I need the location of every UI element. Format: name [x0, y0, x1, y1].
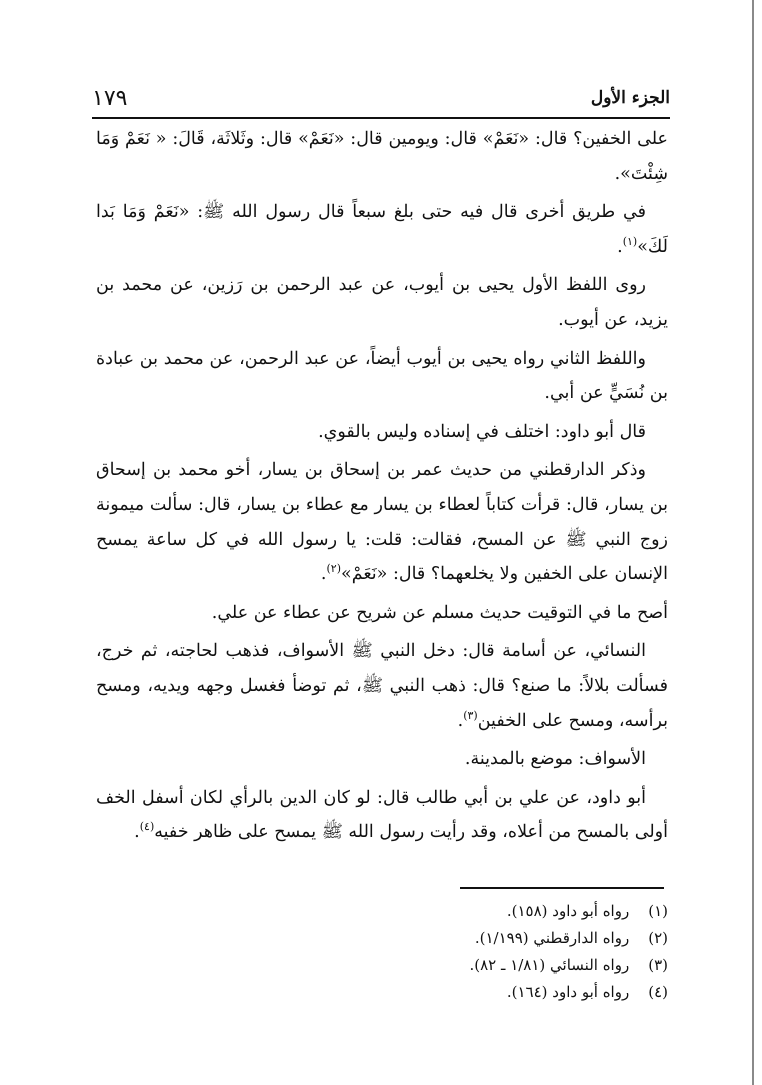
- footnote-text: رواه النسائي (١/٨١ ـ ٨٢).: [469, 956, 630, 974]
- header-divider: [92, 117, 670, 119]
- paragraph-4: واللفظ الثاني رواه يحيى بن أيوب أيضاً، عن عبد الرحمن، عن محمد بن عبادة بن نُسَيٍّ عن أبي.: [96, 348, 668, 404]
- paragraph-2: في طريق أخرى قال فيه حتى بلغ سبعاً قال رسول الله ﷺ: «نَعَمْ وَمَا بَدا لَكَ»$^{(١)}$.: [96, 202, 668, 257]
- paragraph-7: أصح ما في التوقيت حديث مسلم عن شريح عن عطاء عن علي.: [211, 602, 668, 623]
- main-text: [96, 122, 668, 854]
- footnote-text: رواه أبو داود (١٥٨).: [506, 902, 630, 920]
- page-header: [92, 88, 670, 114]
- page-edge-line: [752, 0, 754, 1085]
- paragraph-9: الأسواف: موضع بالمدينة.: [464, 749, 646, 770]
- footnote-number: (٤): [648, 983, 668, 1001]
- footnote-item: [300, 898, 668, 925]
- page-number: ١٧٩: [92, 86, 128, 111]
- footnote-item: [300, 979, 668, 1006]
- footnote-number: (١): [648, 902, 668, 920]
- footnote-marker-4[interactable]: (٤): [139, 820, 155, 834]
- footnote-item: [300, 925, 668, 952]
- footnote-marker-3[interactable]: (٣): [463, 708, 478, 722]
- paragraph-8: النسائي، عن أسامة قال: دخل النبي ﷺ الأسواف، فذهب لحاجته، ثم خرج، فسألت بلالاً: ما صنع؟ قال: ذهب النبي ﷺ، ثم توضأ فغسل وجهه ويديه، ومسح برأسه، ومسح على الخفين$^{(٣)}$.: [96, 641, 668, 731]
- footnote-marker-2[interactable]: (٢): [326, 562, 342, 576]
- footnote-text: رواه أبو داود (١٦٤).: [506, 983, 630, 1001]
- footnote-item: [300, 952, 668, 979]
- footnotes: [300, 898, 668, 1006]
- running-title: الجزء الأول: [590, 88, 670, 108]
- footnote-divider: [460, 887, 664, 889]
- footnote-number: (٢): [648, 929, 668, 947]
- footnote-marker-1[interactable]: (١): [622, 234, 638, 248]
- footnote-text: رواه الدارقطني (١/١٩٩).: [474, 929, 630, 947]
- paragraph-1: على الخفين؟ قال: «نَعَمْ» قال: ويومين قال: «نَعَمْ» قال: وثَلاثَة، قَالَ: « نَعَمْ وَمَا شِئْتَ».: [96, 129, 668, 184]
- footnote-number: (٣): [648, 956, 668, 974]
- paragraph-6: وذكر الدارقطني من حديث عمر بن إسحاق بن يسار، أخو محمد بن إسحاق بن يسار، قال: قرأت كتاباً لعطاء بن يسار مع عطاء بن يسار، قال: سألت ميمونة زوج النبي ﷺ عن المسح، فقالت: قلت: يا رسول الله في كل ساعة يمسح الإنسان على الخفين ولا يخلعهما؟ قال: «نَعَمْ»$^{(٢)}$.: [96, 460, 668, 585]
- paragraph-5: قال أبو داود: اختلف في إسناده وليس بالقوي.: [318, 421, 646, 442]
- paragraph-10: أبو داود، عن علي بن أبي طالب قال: لو كان الدين بالرأي لكان أسفل الخف أولى بالمسح من أعلاه، وقد رأيت رسول الله ﷺ يمسح على ظاهر خفيه$^{(٤)}$.: [96, 787, 668, 843]
- paragraph-3: روى اللفظ الأول يحيى بن أيوب، عن عبد الرحمن بن رَزين، عن محمد بن يزيد، عن أيوب.: [96, 275, 668, 330]
